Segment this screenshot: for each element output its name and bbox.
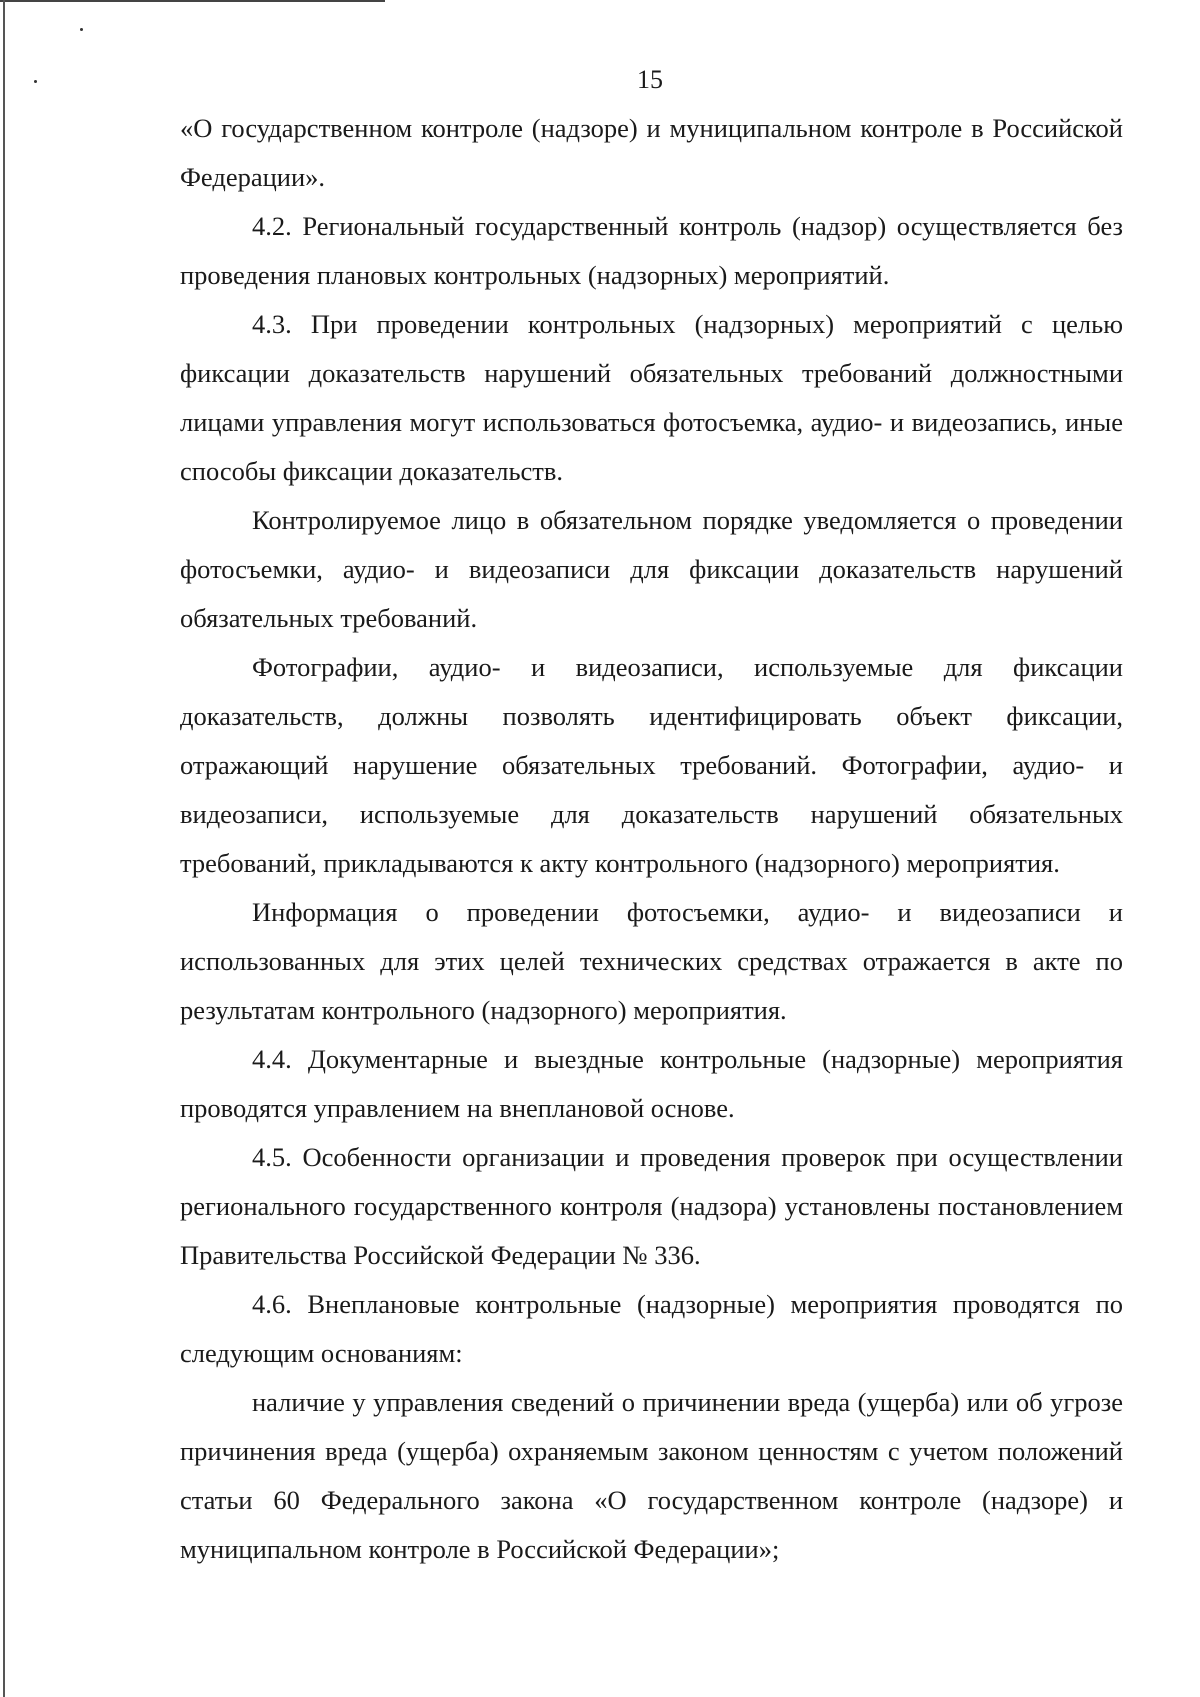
scan-top-edge — [0, 0, 385, 2]
paragraph-notification: Контролируемое лицо в обязательном порядке уведомляется о проведении фотосъемки, аудио- и видеозаписи для фиксации доказательств нарушений обязательных требований. — [180, 505, 1123, 633]
page-number: 15 — [637, 65, 663, 94]
paragraph-continuation: «О государственном контроле (надзоре) и муниципальном контроле в Российской Федерации». — [180, 113, 1123, 192]
paragraph-4-2: 4.2. Региональный государственный контроль (надзор) осуществляется без проведения плановых контрольных (надзорных) мероприятий. — [180, 211, 1123, 290]
document-body — [180, 104, 1123, 1574]
paragraph-4-6: 4.6. Внеплановые контрольные (надзорные) мероприятия проводятся по следующим основаниям: — [180, 1289, 1123, 1368]
paragraph-4-4: 4.4. Документарные и выездные контрольные (надзорные) мероприятия проводятся управлением на внеплановой основе. — [180, 1044, 1123, 1123]
paragraph-grounds-item: наличие у управления сведений о причинении вреда (ущерба) или об угрозе причинения вреда (ущерба) охраняемым законом ценностям с учетом положений статьи 60 Федерального закона «О государственном контроле (надзоре) и муниципальном контроле в Российской Федерации»; — [180, 1387, 1123, 1564]
paragraph-4-5: 4.5. Особенности организации и проведения проверок при осуществлении регионального государственного контроля (надзора) установлены постановлением Правительства Российской Федерации № 336. — [180, 1142, 1123, 1270]
paragraph-4-3: 4.3. При проведении контрольных (надзорных) мероприятий с целью фиксации доказательств нарушений обязательных требований должностными лицами управления могут использоваться фотосъемка, аудио- и видеозапись, иные способы фиксации доказательств. — [180, 309, 1123, 486]
paragraph-information: Информация о проведении фотосъемки, аудио- и видеозаписи и использованных для этих целей технических средствах отражается в акте по результатам контрольного (надзорного) мероприятия. — [180, 897, 1123, 1025]
scan-left-edge — [3, 0, 5, 1697]
paragraph-photos: Фотографии, аудио- и видеозаписи, используемые для фиксации доказательств, должны позволять идентифицировать объект фиксации, отражающий нарушение обязательных требований. Фотографии, аудио- и видеозаписи, используемые для доказательств нарушений обязательных требований, прикладываются к акту контрольного (надзорного) мероприятия. — [180, 652, 1123, 878]
scan-speck — [80, 28, 83, 31]
